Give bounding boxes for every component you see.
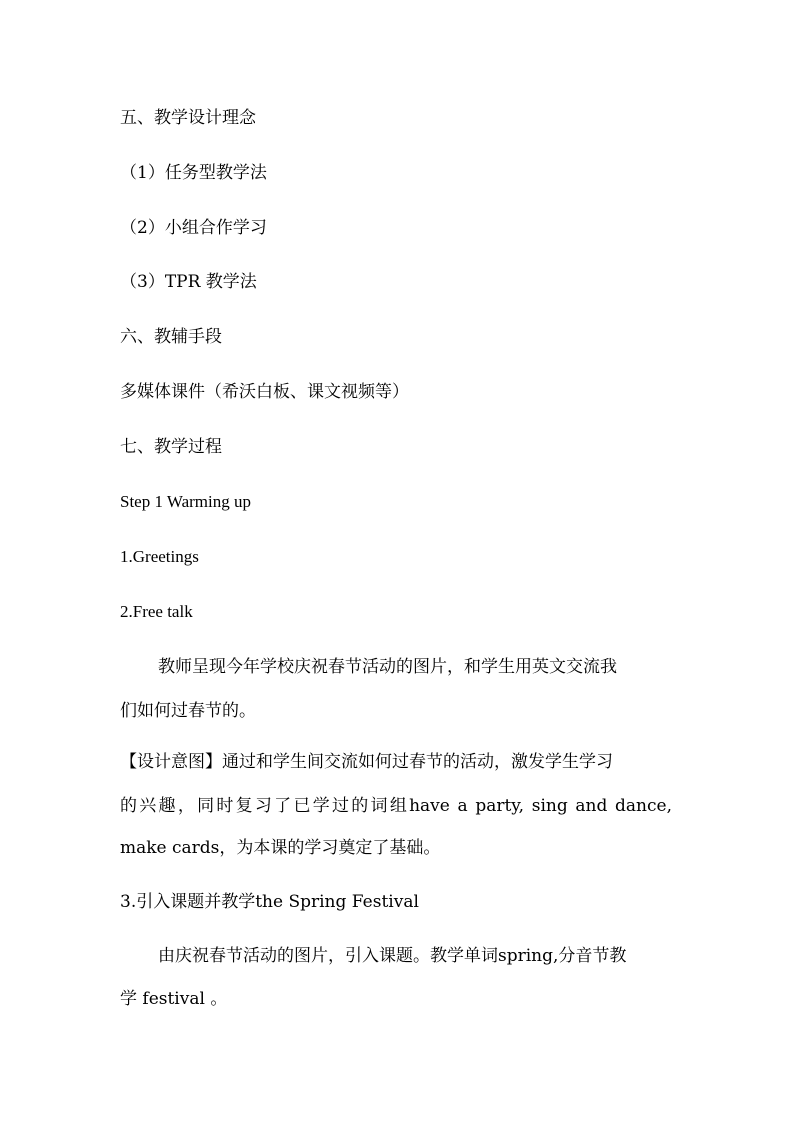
list-item-task-based: （1）任务型教学法	[120, 163, 267, 183]
list-item-group-cooperation: （2）小组合作学习	[120, 218, 267, 238]
activity-greetings: 1.Greetings	[120, 547, 199, 566]
design-intent-line: 的兴趣，同时复习了已学过的词组have a party, sing and dance,	[120, 796, 672, 816]
section-heading-teaching-aids: 六、教辅手段	[120, 327, 222, 347]
design-intent-line: make cards，为本课的学习奠定了基础。	[120, 838, 441, 858]
step-heading: Step 1 Warming up	[120, 492, 252, 511]
teaching-aids-text: 多媒体课件（希沃白板、课文视频等）	[120, 382, 409, 402]
activity-intro-title: 3.引入课题并教学the Spring Festival	[120, 892, 419, 912]
section-heading-teaching-philosophy: 五、教学设计理念	[120, 108, 256, 128]
paragraph-line: 由庆祝春节活动的图片，引入课题。教学单词spring,分音节教	[158, 946, 627, 966]
design-intent-line: 【设计意图】通过和学生间交流如何过春节的活动，激发学生学习	[120, 752, 613, 772]
list-item-tpr: （3）TPR 教学法	[120, 272, 257, 292]
paragraph-line: 教师呈现今年学校庆祝春节活动的图片，和学生用英文交流我	[158, 657, 617, 677]
paragraph-line: 学 festival 。	[120, 989, 228, 1009]
section-heading-teaching-process: 七、教学过程	[120, 437, 222, 457]
activity-free-talk: 2.Free talk	[120, 602, 193, 621]
paragraph-line: 们如何过春节的。	[120, 701, 256, 721]
